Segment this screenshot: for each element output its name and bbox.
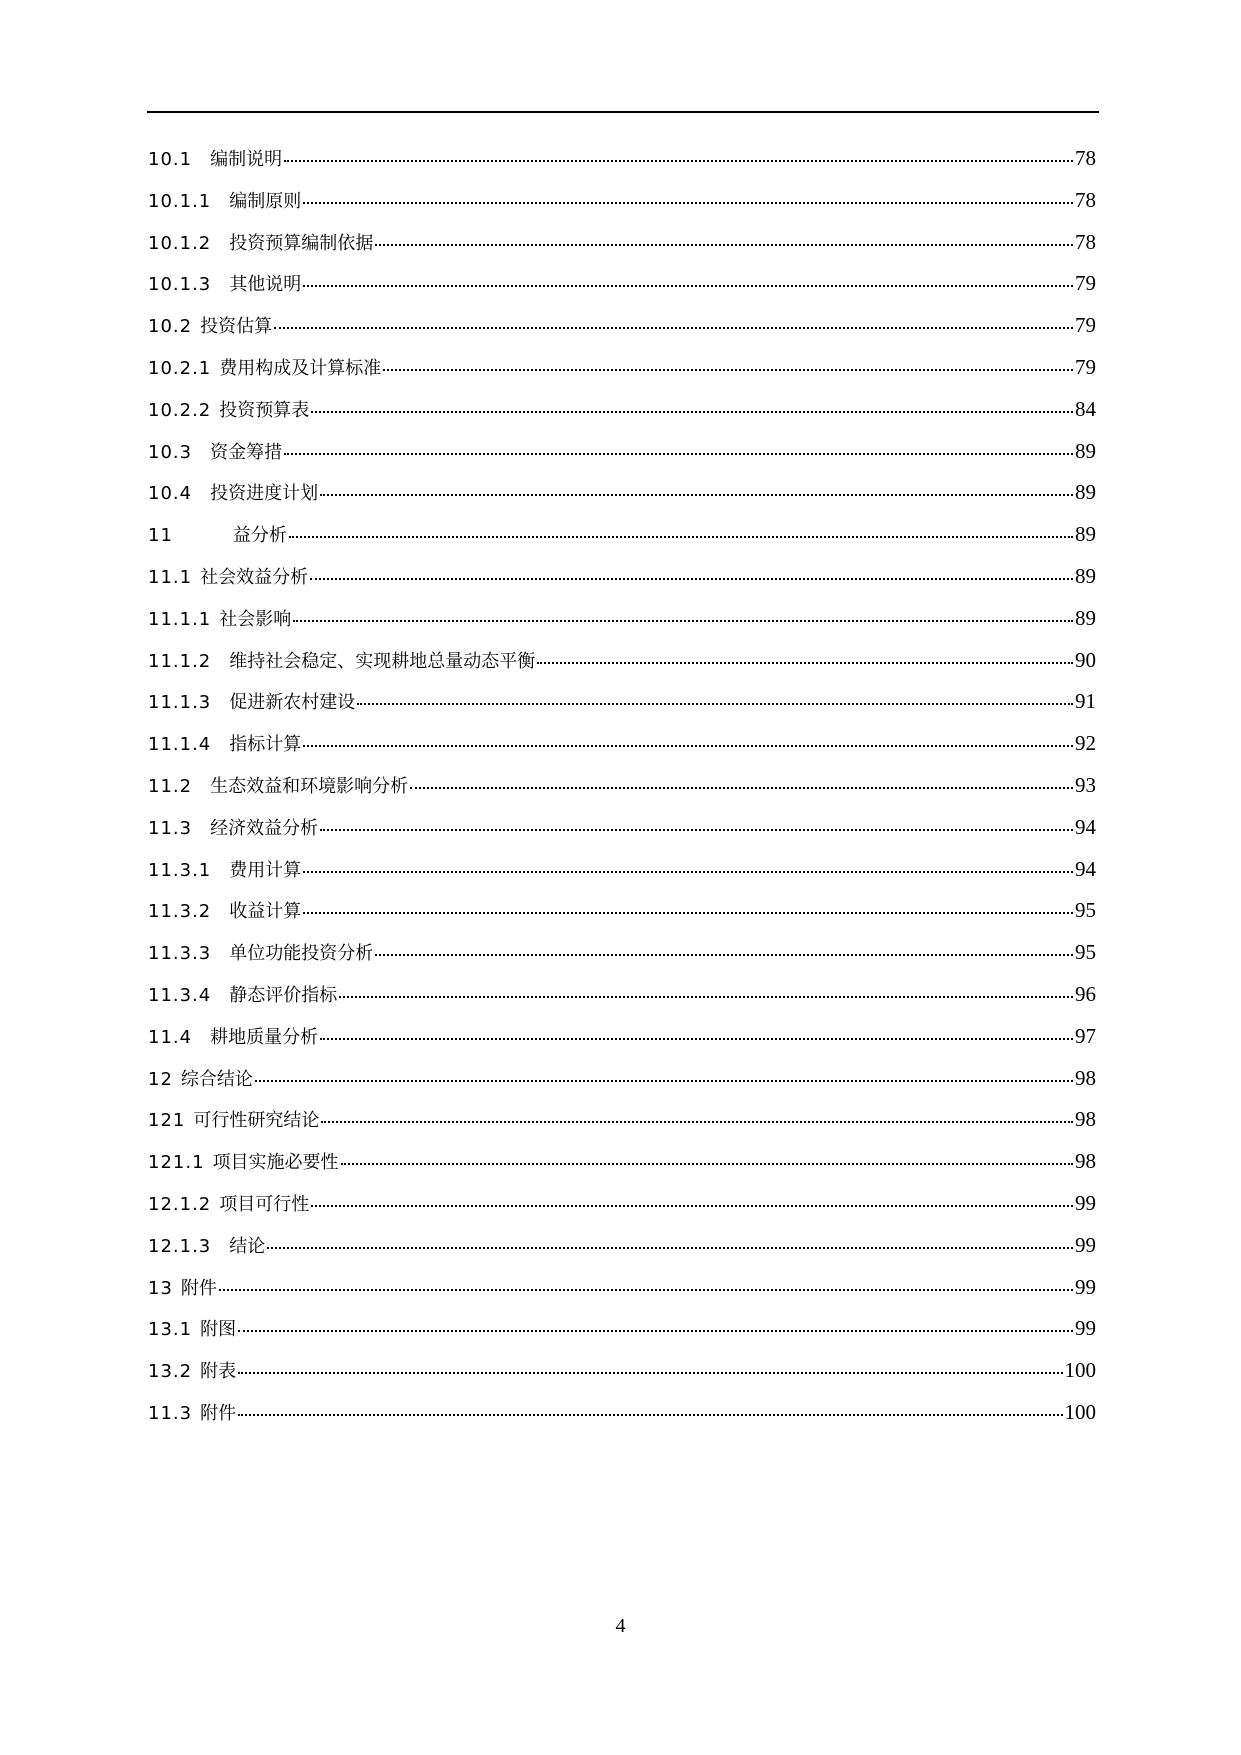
toc-entry-number: 11.1.3: [148, 692, 212, 714]
toc-entry[interactable]: [148, 229, 1096, 271]
toc-entry[interactable]: [148, 1399, 1096, 1441]
toc-entry-page: 89: [1075, 563, 1096, 588]
toc-dot-leader: [537, 661, 1073, 664]
toc-entry-page: 94: [1075, 856, 1096, 881]
toc-entry-title: 指标计算: [229, 734, 302, 756]
toc-entry-title: 资金筹措: [210, 441, 283, 463]
toc-dot-leader: [311, 410, 1073, 413]
toc-entry-number: 11.3: [148, 817, 193, 839]
toc-entry-number: 11.3.2: [148, 901, 212, 923]
toc-entry[interactable]: [148, 1023, 1096, 1065]
toc-entry-page: 92: [1075, 731, 1096, 756]
toc-entry-page: 95: [1075, 940, 1096, 965]
toc-entry-number: 13.2: [148, 1361, 193, 1383]
toc-dot-leader: [303, 870, 1073, 873]
toc-entry-number: 11.1: [148, 566, 193, 588]
toc-entry-page: 97: [1075, 1023, 1096, 1048]
toc-entry-title: 投资进度计划: [210, 483, 319, 505]
toc-entry[interactable]: [148, 814, 1096, 856]
toc-entry-number: 10.1: [148, 149, 193, 170]
toc-entry-title: 经济效益分析: [210, 817, 319, 839]
toc-entry-page: 99: [1075, 1232, 1096, 1257]
toc-entry-title: 社会影响: [219, 608, 292, 630]
toc-entry-title: 编制说明: [210, 149, 283, 170]
toc-entry-page: 78: [1075, 146, 1096, 170]
toc-entry-number: 10.4: [148, 483, 193, 505]
toc-entry-page: 79: [1075, 313, 1096, 338]
toc-entry[interactable]: [148, 981, 1096, 1023]
toc-entry[interactable]: [148, 856, 1096, 898]
toc-entry-title: 结论: [229, 1235, 266, 1257]
toc-entry-page: 90: [1075, 647, 1096, 672]
toc-dot-leader: [341, 1162, 1073, 1165]
toc-entry[interactable]: [148, 1148, 1096, 1190]
toc-entry[interactable]: [148, 1315, 1096, 1357]
toc-entry-page: 95: [1075, 898, 1096, 923]
toc-entry-title: 项目可行性: [219, 1193, 310, 1215]
toc-entry-page: 99: [1075, 1190, 1096, 1215]
toc-dot-leader: [339, 995, 1073, 998]
toc-entry[interactable]: [148, 772, 1096, 814]
toc-entry-title: 附件: [180, 1277, 217, 1299]
toc-entry-page: 98: [1075, 1065, 1096, 1090]
toc-entry-title: 单位功能投资分析: [229, 943, 374, 965]
toc-entry-number: 10.2.1: [148, 357, 212, 379]
toc-entry-number: 12.1.3: [148, 1235, 212, 1257]
toc-entry-title: 项目实施必要性: [212, 1152, 339, 1174]
toc-dot-leader: [255, 1079, 1073, 1082]
toc-entry-page: 94: [1075, 814, 1096, 839]
page-number: 4: [615, 1615, 626, 1637]
toc-entry-title: 附图: [200, 1319, 237, 1341]
toc-entry-number: 11.1.2: [148, 650, 212, 672]
toc-entry[interactable]: [148, 1065, 1096, 1107]
toc-entry-title: 促进新农村建设: [229, 692, 356, 714]
toc-entry[interactable]: [148, 354, 1096, 396]
toc-entry-page: 78: [1075, 229, 1096, 254]
toc-dot-leader: [274, 326, 1073, 329]
toc-dot-leader: [238, 1371, 1062, 1374]
toc-entry-page: 98: [1075, 1107, 1096, 1132]
toc-entry[interactable]: [148, 1357, 1096, 1399]
toc-entry-page: 89: [1075, 605, 1096, 630]
toc-entry-number: 11.1.4: [148, 734, 212, 756]
toc-entry-number: 11.1.1: [148, 608, 212, 630]
toc-dot-leader: [375, 953, 1073, 956]
toc-dot-leader: [311, 1204, 1073, 1207]
toc-entry-title: 费用构成及计算标准: [219, 357, 382, 379]
toc-entry-number: 11.3: [148, 1402, 193, 1424]
toc-dot-leader: [284, 452, 1073, 455]
toc-entry-page: 100: [1064, 1399, 1096, 1424]
toc-entry[interactable]: [148, 438, 1096, 480]
toc-entry-title: 附件: [200, 1402, 237, 1424]
toc-entry[interactable]: [148, 1232, 1096, 1274]
toc-dot-leader: [267, 1246, 1073, 1249]
toc-entry-page: 96: [1075, 981, 1096, 1006]
toc-entry-title: 耕地质量分析: [210, 1026, 319, 1048]
toc-entry-page: 91: [1075, 689, 1096, 714]
toc-dot-leader: [293, 619, 1073, 622]
toc-entry-number: 10.1.1: [148, 190, 212, 212]
toc-entry[interactable]: [148, 479, 1096, 521]
toc-entry[interactable]: [148, 1274, 1096, 1316]
toc-entry-page: 89: [1075, 480, 1096, 505]
toc-entry-title: 编制原则: [229, 190, 302, 212]
header-rule: [147, 111, 1099, 113]
toc-entry-page: 99: [1075, 1316, 1096, 1341]
toc-entry-number: 13: [148, 1277, 173, 1299]
toc-entry[interactable]: [148, 688, 1096, 730]
toc-entry-number: 12.1.2: [148, 1193, 212, 1215]
toc-entry-title: 静态评价指标: [229, 984, 338, 1006]
toc-entry[interactable]: [148, 145, 1096, 187]
toc-entry-number: 121.1: [148, 1152, 205, 1174]
toc-entry-page: 79: [1075, 271, 1096, 296]
toc-entry-page: 89: [1075, 522, 1096, 547]
toc-dot-leader: [238, 1329, 1073, 1332]
toc-dot-leader: [383, 368, 1073, 371]
toc-entry-number: 10.1.2: [148, 232, 212, 254]
toc-entry-title: 收益计算: [229, 901, 302, 923]
toc-dot-leader: [310, 577, 1073, 580]
toc-entry-page: 100: [1064, 1358, 1096, 1383]
toc-entry-number: 11.3.4: [148, 984, 212, 1006]
toc-entry[interactable]: [148, 563, 1096, 605]
toc-entry-title: 费用计算: [229, 859, 302, 881]
toc-entry-title: 综合结论: [180, 1068, 253, 1090]
toc-entry[interactable]: [148, 187, 1096, 229]
toc-entry[interactable]: [148, 1190, 1096, 1232]
toc-entry-number: 11.3.1: [148, 859, 212, 881]
toc-entry-title: 附表: [200, 1361, 237, 1383]
toc-dot-leader: [303, 911, 1073, 914]
toc-entry[interactable]: [148, 939, 1096, 981]
toc-entry-title: 其他说明: [229, 274, 302, 296]
toc-entry-title: 可行性研究结论: [193, 1110, 320, 1132]
toc-entry-page: 79: [1075, 354, 1096, 379]
toc-entry-number: 11.3.3: [148, 943, 212, 965]
toc-entry-page: 98: [1075, 1149, 1096, 1174]
toc-entry[interactable]: [148, 647, 1096, 689]
toc-dot-leader: [303, 201, 1073, 204]
toc-entry[interactable]: [148, 1106, 1096, 1148]
toc-dot-leader: [357, 702, 1073, 705]
toc-dot-leader: [238, 1413, 1062, 1416]
toc-entry-title: 生态效益和环境影响分析: [210, 775, 409, 797]
toc-dot-leader: [410, 786, 1073, 789]
toc-entry-title: 社会效益分析: [200, 566, 309, 588]
toc-entry-page: 99: [1075, 1274, 1096, 1299]
toc-entry-number: 11.4: [148, 1026, 193, 1048]
toc-entry[interactable]: [148, 730, 1096, 772]
toc-dot-leader: [284, 159, 1073, 162]
toc-entry-page: 93: [1075, 772, 1096, 797]
toc-entry-number: 11.2: [148, 775, 193, 797]
toc-entry-page: 84: [1075, 396, 1096, 421]
toc-entry-number: 10.2.2: [148, 399, 212, 421]
toc-dot-leader: [320, 828, 1073, 831]
toc-dot-leader: [320, 493, 1073, 496]
toc-entry[interactable]: [148, 521, 1096, 563]
toc-entry-number: 10.1.3: [148, 274, 212, 296]
toc-entry[interactable]: [148, 897, 1096, 939]
toc-entry-title: 投资预算编制依据: [229, 232, 374, 254]
toc-entry-number: 11: [148, 525, 173, 547]
table-of-contents: [148, 145, 1096, 1441]
toc-dot-leader: [303, 284, 1073, 287]
toc-entry-page: 78: [1075, 187, 1096, 212]
toc-dot-leader: [320, 1037, 1073, 1040]
toc-entry-number: 13.1: [148, 1319, 193, 1341]
toc-entry[interactable]: [148, 312, 1096, 354]
toc-entry-title: 维持社会稳定、实现耕地总量动态平衡: [229, 650, 536, 672]
toc-entry[interactable]: [148, 605, 1096, 647]
toc-entry-number: 12: [148, 1068, 173, 1090]
toc-entry-page: 89: [1075, 438, 1096, 463]
toc-entry-title: 投资估算: [200, 316, 273, 338]
toc-entry-number: 10.2: [148, 316, 193, 338]
toc-dot-leader: [375, 243, 1073, 246]
toc-entry-number: 10.3: [148, 441, 193, 463]
toc-entry-title: 投资预算表: [219, 399, 310, 421]
toc-entry-title: 益分析: [232, 525, 287, 547]
toc-dot-leader: [321, 1120, 1073, 1123]
toc-entry[interactable]: [148, 396, 1096, 438]
toc-dot-leader: [289, 535, 1073, 538]
toc-entry-number: 121: [148, 1110, 186, 1132]
toc-dot-leader: [219, 1288, 1073, 1291]
toc-dot-leader: [303, 744, 1073, 747]
toc-entry[interactable]: [148, 270, 1096, 312]
